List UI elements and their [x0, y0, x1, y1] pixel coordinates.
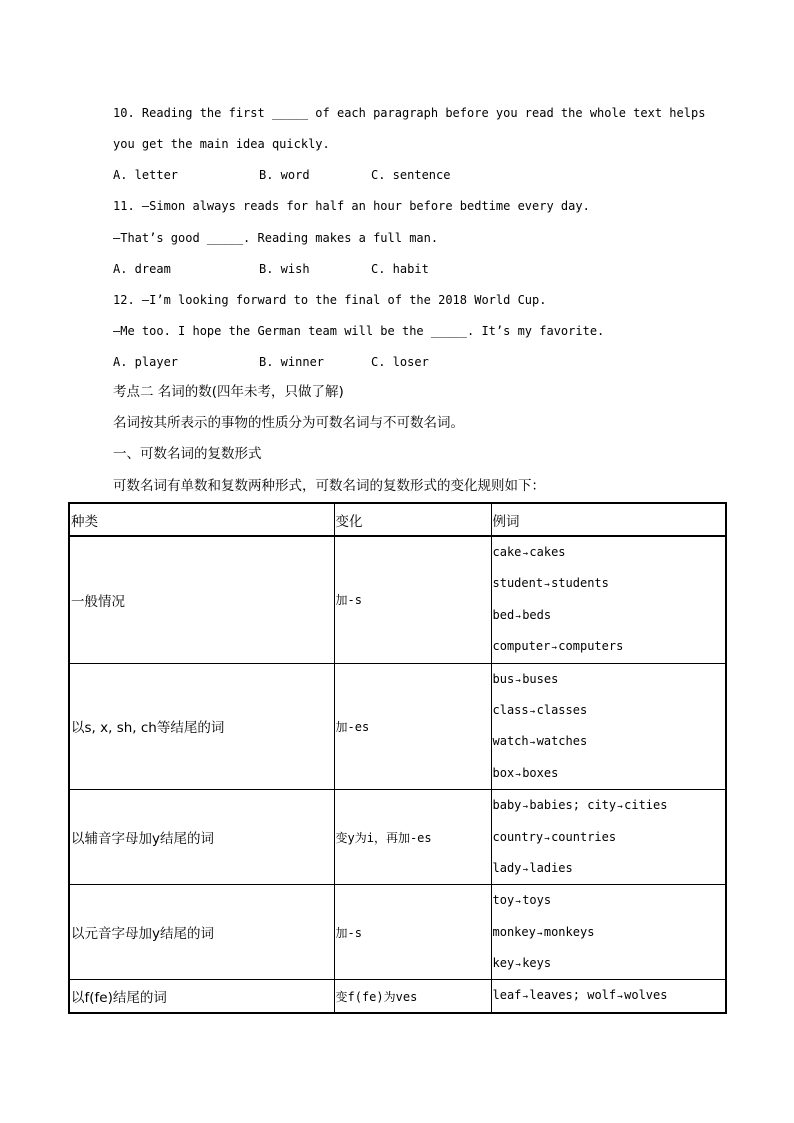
- singular-word: student: [492, 576, 544, 591]
- header-change: 变化: [334, 503, 491, 536]
- example-line: [493, 822, 726, 853]
- singular-word: bed: [492, 607, 515, 622]
- cell-kind: 以s, x, sh, ch等结尾的词: [69, 663, 334, 790]
- plural-word: boxes: [522, 765, 559, 780]
- section-heading: 考点二 名词的数(四年未考，只做了解): [113, 384, 344, 400]
- question-12-option-c: C. loser: [371, 355, 429, 369]
- singular-word: bus: [492, 671, 515, 686]
- cell-kind: 以元音字母加y结尾的词: [69, 885, 334, 980]
- question-10-option-c: C. sentence: [371, 168, 451, 182]
- example-line: [493, 853, 726, 884]
- plural-word: beds: [522, 607, 552, 622]
- arrow-right-icon: →: [522, 802, 529, 813]
- cell-change: 加-es: [334, 663, 491, 790]
- table-row: [69, 663, 726, 790]
- arrow-right-icon: →: [515, 769, 521, 780]
- question-11-option-b: B. wish: [259, 262, 310, 276]
- singular-word: key: [492, 956, 515, 971]
- singular-word: class: [492, 702, 529, 717]
- arrow-right-icon: →: [537, 928, 543, 939]
- plural-word: students: [551, 576, 609, 591]
- arrow-right-icon: →: [522, 549, 529, 559]
- singular-word: box: [492, 765, 515, 780]
- table-row: [69, 536, 726, 663]
- plural-word: watches: [536, 734, 588, 749]
- plural-word: classes: [536, 702, 588, 717]
- table-header-row: [69, 503, 726, 536]
- example-line: [493, 758, 726, 789]
- question-12-option-b: B. winner: [259, 355, 325, 369]
- section-subheading: 一、可数名词的复数形式: [113, 446, 262, 462]
- question-12-stem-line2: —Me too. I hope the German team will be the _____. It’s my favorite.: [113, 324, 605, 338]
- example-separator: ;: [572, 798, 588, 813]
- example-line: [493, 695, 726, 726]
- arrow-right-icon: →: [529, 706, 536, 717]
- plural-word: toys: [522, 893, 552, 908]
- question-11-stem-line2: —That’s good _____. Reading makes a full man.: [113, 231, 439, 245]
- cell-examples: [491, 885, 726, 980]
- cell-change: 变y为i，再加-es: [334, 790, 491, 885]
- singular-word: wolf: [587, 988, 617, 1003]
- plural-word: wolves: [624, 988, 668, 1003]
- example-line: [493, 568, 726, 599]
- singular-word: lady: [492, 860, 522, 875]
- example-line: [493, 948, 726, 979]
- cell-examples: [491, 663, 726, 790]
- singular-word: computer: [492, 639, 551, 654]
- arrow-right-icon: →: [551, 643, 557, 654]
- singular-word: leaf: [492, 988, 522, 1003]
- example-line: [493, 537, 726, 568]
- cell-examples: [491, 980, 726, 1013]
- plural-word: countries: [551, 829, 617, 844]
- plural-word: computers: [558, 639, 624, 654]
- cell-kind: 以f(fe)结尾的词: [69, 980, 334, 1013]
- arrow-right-icon: →: [529, 738, 536, 749]
- arrow-right-icon: →: [617, 992, 623, 1003]
- question-10-stem-line2: you get the main idea quickly.: [113, 137, 330, 151]
- singular-word: country: [492, 829, 544, 844]
- plural-word: buses: [522, 671, 559, 686]
- header-examples: 例词: [491, 503, 726, 536]
- cell-examples: [491, 536, 726, 663]
- question-12-stem-line1: 12. —I’m looking forward to the final of the 2018 World Cup.: [113, 293, 547, 307]
- table-row: [69, 980, 726, 1013]
- example-separator: ;: [572, 988, 588, 1003]
- question-12-option-a: A. player: [113, 355, 179, 369]
- plural-word: ladies: [529, 860, 573, 875]
- question-10-stem-line1: 10. Reading the first _____ of each paragraph before you read the whole text helps: [113, 106, 706, 120]
- cell-kind: 以辅音字母加y结尾的词: [69, 790, 334, 885]
- arrow-right-icon: →: [515, 611, 521, 622]
- singular-word: watch: [492, 734, 529, 749]
- plural-word: babies: [529, 798, 573, 813]
- question-11-option-c: C. habit: [371, 262, 429, 276]
- table-row: [69, 885, 726, 980]
- question-11-stem-line1: 11. —Simon always reads for half an hour before bedtime every day.: [113, 199, 590, 213]
- plural-word: leaves: [529, 988, 573, 1003]
- example-line: [493, 664, 726, 695]
- plural-word: cakes: [529, 545, 566, 559]
- plural-rules-table: [68, 502, 727, 1014]
- example-line: [493, 980, 726, 1011]
- singular-word: monkey: [492, 924, 536, 939]
- cell-change: 变f(fe)为ves: [334, 980, 491, 1013]
- example-line: [493, 726, 726, 757]
- table-row: [69, 790, 726, 885]
- arrow-right-icon: →: [515, 960, 521, 971]
- question-10-option-b: B. word: [259, 168, 310, 182]
- example-line: [493, 885, 726, 916]
- cell-change: 加-s: [334, 885, 491, 980]
- example-line: [493, 917, 726, 948]
- example-line: [493, 790, 726, 821]
- arrow-right-icon: →: [617, 802, 623, 813]
- cell-kind: 一般情况: [69, 536, 334, 663]
- plural-word: cities: [624, 798, 668, 813]
- question-11-option-a: A. dream: [113, 262, 171, 276]
- section-intro: 名词按其所表示的事物的性质分为可数名词与不可数名词。: [113, 415, 464, 431]
- table-intro: 可数名词有单数和复数两种形式，可数名词的复数形式的变化规则如下：: [113, 478, 545, 494]
- singular-word: toy: [492, 893, 515, 908]
- cell-examples: [491, 790, 726, 885]
- plural-word: keys: [522, 956, 552, 971]
- cell-change: 加-s: [334, 536, 491, 663]
- arrow-right-icon: →: [515, 675, 521, 686]
- arrow-right-icon: →: [544, 833, 550, 844]
- question-10-option-a: A. letter: [113, 168, 179, 182]
- arrow-right-icon: →: [522, 864, 529, 875]
- plural-word: monkeys: [543, 924, 595, 939]
- singular-word: baby: [492, 798, 522, 813]
- arrow-right-icon: →: [522, 992, 529, 1003]
- arrow-right-icon: →: [544, 580, 550, 591]
- arrow-right-icon: →: [515, 897, 521, 908]
- singular-word: city: [587, 798, 617, 813]
- header-kind: 种类: [69, 503, 334, 536]
- singular-word: cake: [492, 545, 522, 559]
- example-line: [493, 600, 726, 631]
- example-line: [493, 631, 726, 662]
